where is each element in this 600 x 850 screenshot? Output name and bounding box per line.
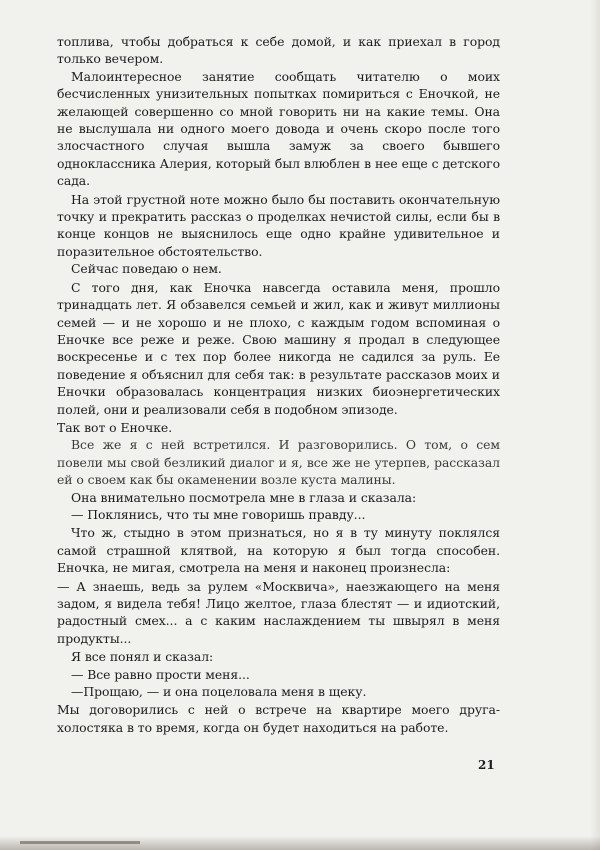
paragraph: Что ж, стыдно в этом признаться, но я в ту минуту поклялся самой страшной клятвой, на которую я был тогда способен. Еночка, не мигая, смотрела на меня и наконец произнесла: — [57, 525, 500, 576]
paragraph: На этой грустной ноте можно было бы поставить окончательную точку и прекратить рассказ о проделках нечистой силы, если бы в конце концов не выяснилось еще одно крайне удивительное и поразительное обстоятельство. — [57, 191, 500, 259]
page-number: 21 — [478, 758, 495, 772]
paragraph: —Прощаю, — и она поцеловала меня в щеку. — [71, 684, 367, 700]
paragraph: Мы договорились с ней о встрече на квартире моего друга-холостяка в то время, когда он будет находиться на работе. — [57, 702, 500, 735]
paragraph: Так вот о Еночке. — [57, 419, 173, 435]
paragraph: Сейчас поведаю о нем. — [71, 261, 222, 277]
paragraph: — А знаешь, ведь за рулем «Москвича», наезжающего на меня задом, я видела тебя! Лицо желтое, глаза блестят — и идиотский, радостный смех... а с каким наслаждением ты швырял в меня продукты... — [57, 578, 500, 646]
paragraph: топлива, чтобы добраться к себе домой, и как приехал в город только вечером. — [57, 34, 500, 67]
paragraph: Все же я с ней встретился. И разговорились. О том, о сем повели мы свой безликий диалог и я, все же не утерпев, рассказал ей о своем как бы окаменении возле куста малины. — [57, 437, 500, 488]
paragraph: — Все равно прости меня... — [71, 666, 250, 682]
paragraph: С того дня, как Еночка навсегда оставила меня, прошло тринадцать лет. Я обзавелся семьей и жил, как и живут миллионы семей — и не хорошо и не плохо, с каждым годом вспоминая о Еночке все реже и реже. Свою машину я продал в следующее воскресенье и с тех пор более никогда не садился за руль. Ее поведение я объяснил для себя так: в результате рассказов моих и Еночки образовалась концентрация низких биоэнергетических полей, они и реализовали себя в подобном эпизоде. — [57, 279, 500, 417]
page-edge-shadow — [590, 0, 600, 850]
page-text — [57, 33, 500, 736]
paragraph: — Поклянись, что ты мне говоришь правду... — [71, 506, 366, 522]
paragraph: Она внимательно посмотрела мне в глаза и сказала: — [71, 489, 417, 505]
paragraph: Я все понял и сказал: — [71, 649, 214, 665]
paragraph: Малоинтересное занятие сообщать читателю о моих бесчисленных унизительных попытках помириться с Еночкой, не желающей совершенно со мной говорить ни на какие темы. Она не выслушала ни одного моего довода и очень скоро после того злосчастного случая вышла замуж за своего бывшего одноклассника Алерия, который был влюблен в нее еще с детского сада. — [57, 68, 500, 189]
scan-edge-mark — [20, 841, 140, 844]
